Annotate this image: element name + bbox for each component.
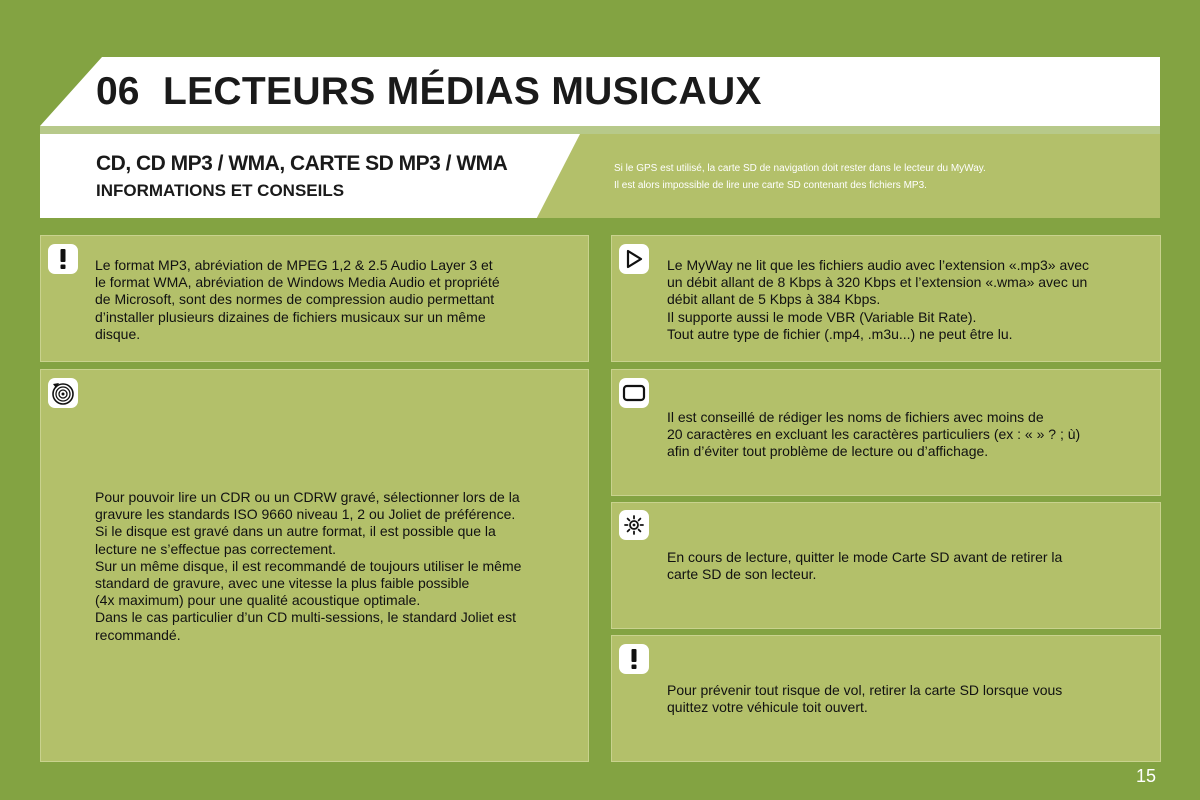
- gps-note: Si le GPS est utilisé, la carte SD de navigation doit rester dans le lecteur du MyWay. Il est alors impossible de lire une carte SD contenant des fichiers MP3.: [614, 163, 986, 191]
- chapter-title: LECTEURS MÉDIAS MUSICAUX: [163, 70, 762, 113]
- format-info-text: Le format MP3, abréviation de MPEG 1,2 & 2.5 Audio Layer 3 et le format WMA, abréviation de Windows Media Audio et propriété de Microsoft, sont des normes de compression audio permettant d’installer plusieurs dizaines de fichiers musicaux sur un même disque.: [95, 257, 500, 342]
- play-icon: [619, 244, 649, 274]
- warning-exclamation-icon: [48, 244, 78, 274]
- sd-card-mode-text: En cours de lecture, quitter le mode Carte SD avant de retirer la carte SD de son lecteur.: [667, 549, 1063, 583]
- tip-lightbulb-icon: [619, 510, 649, 540]
- screen-icon: [619, 378, 649, 408]
- header-stripe: [40, 126, 1160, 134]
- section-title-box: [40, 134, 580, 218]
- theft-warning-text: Pour prévenir tout risque de vol, retirer la carte SD lorsque vous quittez votre véhicule toit ouvert.: [667, 682, 1063, 716]
- warning-exclamation-icon: [619, 644, 649, 674]
- page-number: 15: [1136, 766, 1157, 786]
- file-support-text: Le MyWay ne lit que les fichiers audio avec l’extension «.mp3» avec un débit allant de 8 Kbps à 320 Kbps et l’extension «.wma» avec un débit allant de 5 Kbps à 384 Kbps. Il supporte aussi le mode VBR (Variable Bit Rate). Tout autre type de fichier (.mp4, .m3u...) ne peut être lu.: [667, 257, 1090, 342]
- file-names-text: Il est conseillé de rédiger les noms de fichiers avec moins de 20 caractères en excluant les caractères particuliers (ex : « » ? ; ù) afin d’éviter tout problème de lecture ou d’affichage.: [667, 409, 1081, 460]
- section-subtitle: INFORMATIONS ET CONSEILS: [96, 181, 345, 200]
- chapter-number: 06: [96, 70, 140, 113]
- section-title: CD, CD MP3 / WMA, CARTE SD MP3 / WMA: [96, 152, 508, 175]
- disc-icon: [48, 378, 78, 408]
- burning-advice-text: Pour pouvoir lire un CDR ou un CDRW gravé, sélectionner lors de la gravure les standards ISO 9660 niveau 1, 2 ou Joliet de préférence. Si le disque est gravé dans un autre format, il est possible que la lecture ne s’effectue pas correctement. Sur un même disque, il est recommandé de toujours utiliser le même standard de gravure, avec une vitesse la plus faible possible (4x maximum) pour une qualité acoustique optimale. Dans le cas particulier d’un CD multi-sessions, le standard Joliet est recommandé.: [95, 489, 522, 643]
